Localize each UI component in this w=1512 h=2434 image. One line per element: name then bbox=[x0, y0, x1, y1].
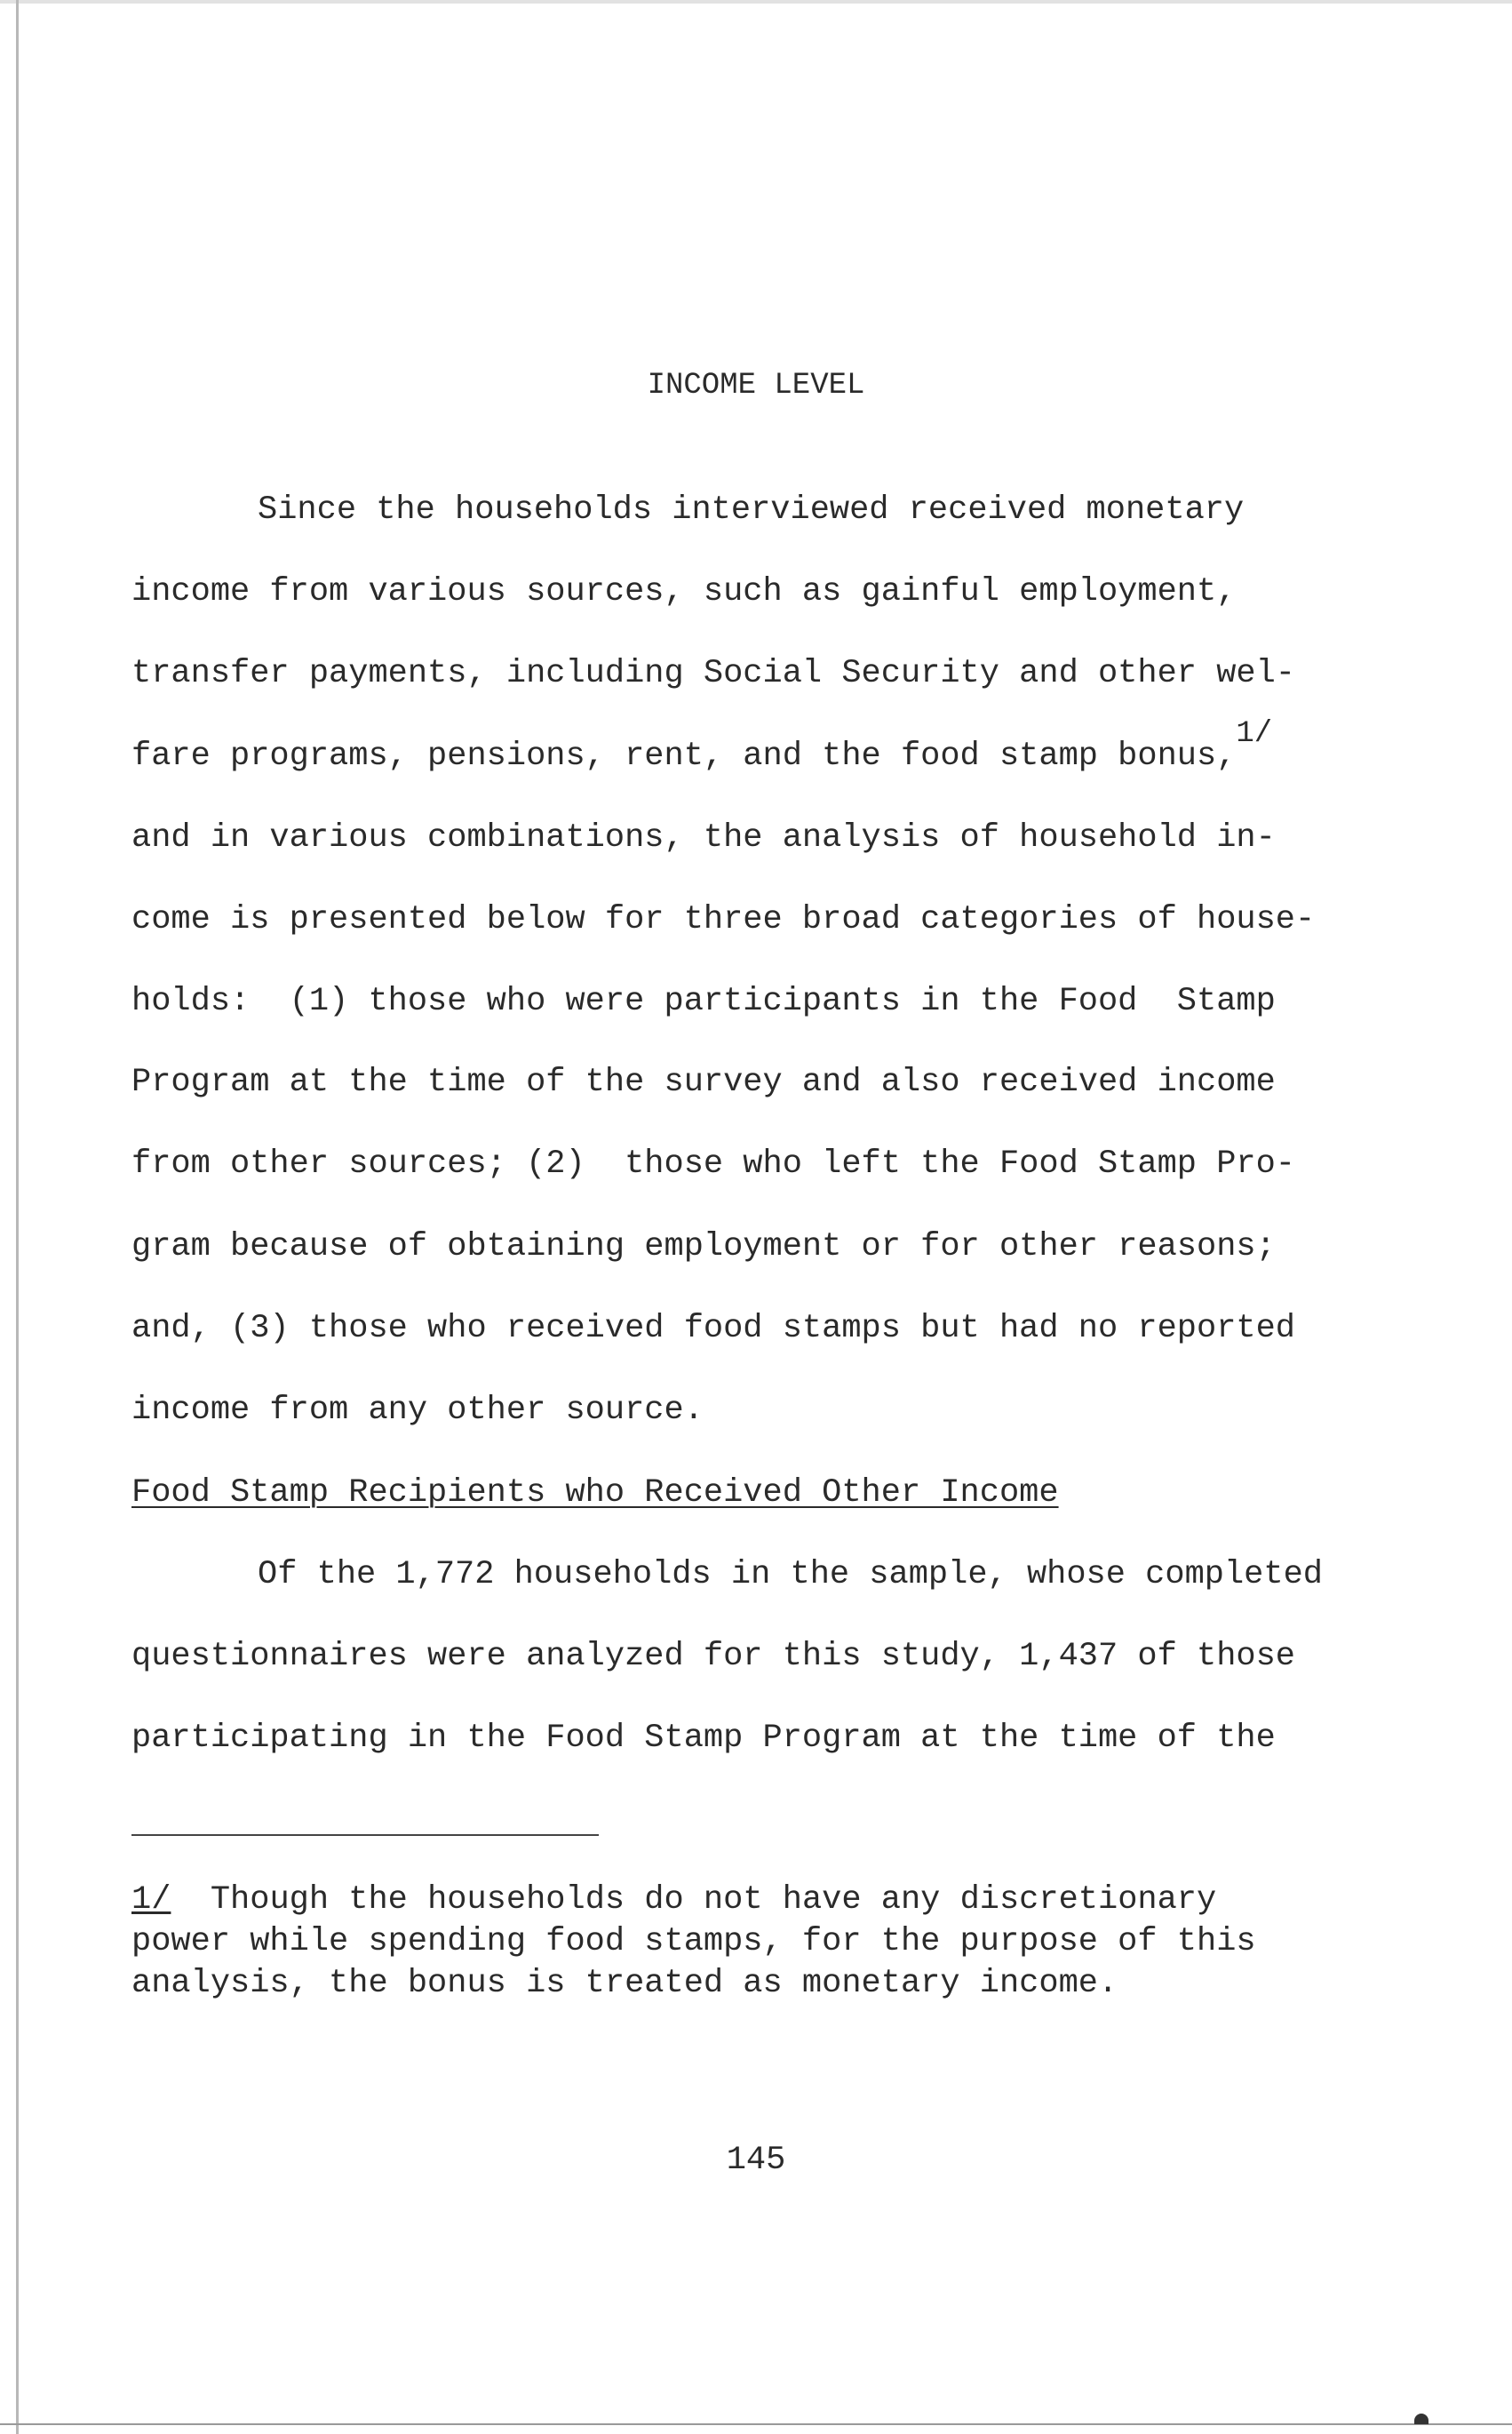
footnote-line-2: power while spending food stamps, for the purpose of this bbox=[131, 1923, 1256, 1960]
body-line-6: come is presented below for three broad categories of house- bbox=[131, 901, 1316, 938]
footnote-line-1 bbox=[131, 1880, 1216, 1919]
footnote-reference: 1/ bbox=[1236, 717, 1273, 751]
footnote-line-1-text: Though the households do not have any discretionary bbox=[171, 1881, 1217, 1919]
body-line-4-text: fare programs, pensions, rent, and the food stamp bonus, bbox=[131, 738, 1237, 775]
footnote-line-3: analysis, the bonus is treated as monetary income. bbox=[131, 1965, 1118, 2002]
page-top-edge bbox=[0, 0, 1512, 4]
body-line-1: Since the households interviewed received monetary bbox=[258, 491, 1245, 529]
footnote-marker: 1/ bbox=[131, 1881, 171, 1919]
body-line-5: and in various combinations, the analysis of household in- bbox=[131, 819, 1276, 857]
page-number: 145 bbox=[726, 2142, 786, 2179]
section-line-1: Of the 1,772 households in the sample, whose completed bbox=[258, 1556, 1323, 1593]
page-left-edge bbox=[16, 0, 19, 2434]
body-line-4 bbox=[131, 717, 1273, 778]
body-line-8: Program at the time of the survey and also received income bbox=[131, 1064, 1276, 1101]
section-subheading: Food Stamp Recipients who Received Other Income bbox=[131, 1474, 1059, 1512]
body-line-2: income from various sources, such as gainful employment, bbox=[131, 573, 1237, 610]
body-line-10: gram because of obtaining employment or for other reasons; bbox=[131, 1228, 1276, 1265]
section-line-2: questionnaires were analyzed for this study, 1,437 of those bbox=[131, 1638, 1296, 1675]
body-line-3: transfer payments, including Social Security and other wel- bbox=[131, 655, 1296, 692]
body-line-12: income from any other source. bbox=[131, 1392, 704, 1429]
body-line-11: and, (3) those who received food stamps but had no reported bbox=[131, 1310, 1296, 1347]
page-heading: INCOME LEVEL bbox=[647, 369, 865, 403]
page-bottom-edge bbox=[0, 2423, 1512, 2425]
footnote-separator bbox=[131, 1834, 599, 1836]
body-line-7: holds: (1) those who were participants in the Food Stamp bbox=[131, 983, 1276, 1020]
section-line-3: participating in the Food Stamp Program at the time of the bbox=[131, 1720, 1276, 1757]
scan-corner-mark bbox=[1414, 2414, 1428, 2424]
body-line-9: from other sources; (2) those who left the Food Stamp Pro- bbox=[131, 1145, 1296, 1183]
